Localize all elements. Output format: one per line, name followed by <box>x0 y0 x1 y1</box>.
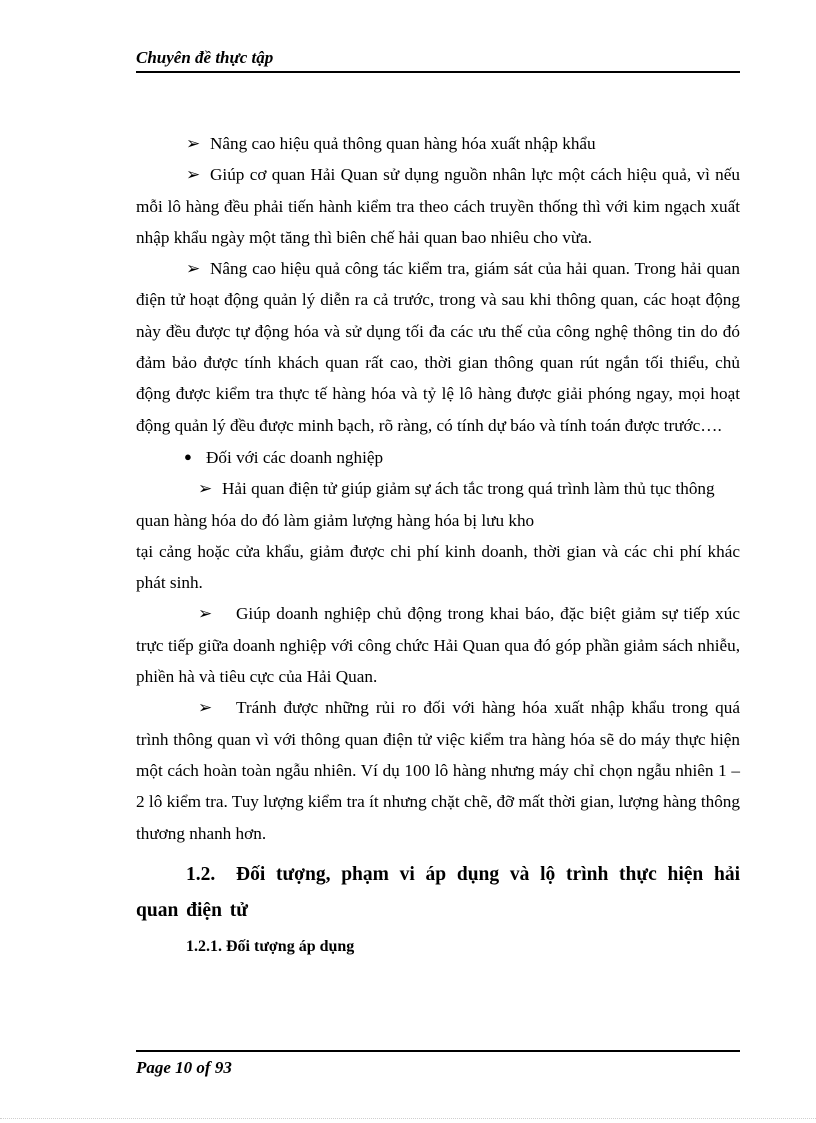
paragraph-5: ➢ Giúp doanh nghiệp chủ động trong khai báo, đặc biệt giảm sự tiếp xúc trực tiếp giữa doanh nghiệp với công chức Hải Quan qua đó góp phần giảm sách nhiễu, phiền hà và tiêu cực của Hải Quan. <box>136 598 740 692</box>
arrow-bullet-icon: ➢ <box>198 604 213 624</box>
paragraph-2: ➢ Giúp cơ quan Hải Quan sử dụng nguồn nhân lực một cách hiệu quả, vì nếu mỗi lô hàng đều phải tiến hành kiểm tra theo cách truyền thống thì với kim ngạch xuất nhập khẩu ngày một tăng thì biên chế hải quan bao nhiêu cho vừa. <box>136 159 740 253</box>
arrow-bullet-icon: ➢ <box>198 698 213 718</box>
document-body <box>136 128 740 962</box>
header-title: Chuyên đề thực tập <box>136 48 274 67</box>
dot-bullet-icon: ● <box>184 448 192 464</box>
paragraph-4a: ➢ Hải quan điện tử giúp giảm sự ách tắc trong quá trình làm thủ tục thông quan hàng hóa do đó làm giảm lượng hàng hóa bị lưu kho <box>136 473 740 536</box>
section-heading-1-2 <box>136 857 740 929</box>
subsection-heading-1-2-1: 1.2.1. Đối tượng áp dụng <box>186 937 355 955</box>
paragraph-4b: tại cảng hoặc cửa khẩu, giảm được chi phí kinh doanh, thời gian và các chi phí khác phát sinh. <box>136 541 740 593</box>
paragraph-3: ➢ Nâng cao hiệu quả công tác kiểm tra, giám sát của hải quan. Trong hải quan điện tử hoạt động quản lý diễn ra cả trước, trong và sau khi thông quan, các hoạt động này đều được tự động hóa và sử dụng tối đa các ưu thế của công nghệ thông tin do đó đảm bảo được tính khách quan rất cao, thời gian thông quan rút ngắn tối thiểu, chủ động được kiểm tra thực tế hàng hóa và tỷ lệ lô hàng được giải phóng ngay, mọi hoạt động quản lý đều được minh bạch, rõ ràng, có tính dự báo và tính toán được trước…. <box>136 253 740 441</box>
page-bottom-divider <box>0 1118 816 1119</box>
arrow-bullet-icon: ➢ <box>186 165 201 185</box>
section-number: 1.2. <box>186 863 216 885</box>
page-number: Page 10 of 93 <box>136 1058 232 1077</box>
paragraph-6: ➢ Tránh được những rủi ro đối với hàng hóa xuất nhập khẩu trong quá trình thông quan vì với thông quan điện tử việc kiểm tra hàng hóa sẽ do máy thực hiện một cách hoàn toàn ngẫu nhiên. Ví dụ 100 lô hàng nhưng máy chỉ chọn ngẫu nhiên 1 – 2 lô kiểm tra. Tuy lượng kiểm tra ít nhưng chặt chẽ, đỡ mất thời gian, lượng hàng thông thương nhanh hơn. <box>136 692 740 848</box>
arrow-bullet-icon: ➢ <box>186 134 201 153</box>
arrow-bullet-icon: ➢ <box>186 259 201 279</box>
arrow-bullet-icon: ➢ <box>198 479 213 499</box>
section-title: Đối tượng, phạm vi áp dụng và lộ trình thực hiện hải quan điện tử <box>136 863 740 921</box>
page-footer <box>136 1050 740 1078</box>
paragraph-1: ➢ Nâng cao hiệu quả thông quan hàng hóa xuất nhập khẩu <box>136 128 740 159</box>
page-header <box>136 48 740 73</box>
bullet-item: ● Đối với các doanh nghiệp <box>136 441 740 473</box>
